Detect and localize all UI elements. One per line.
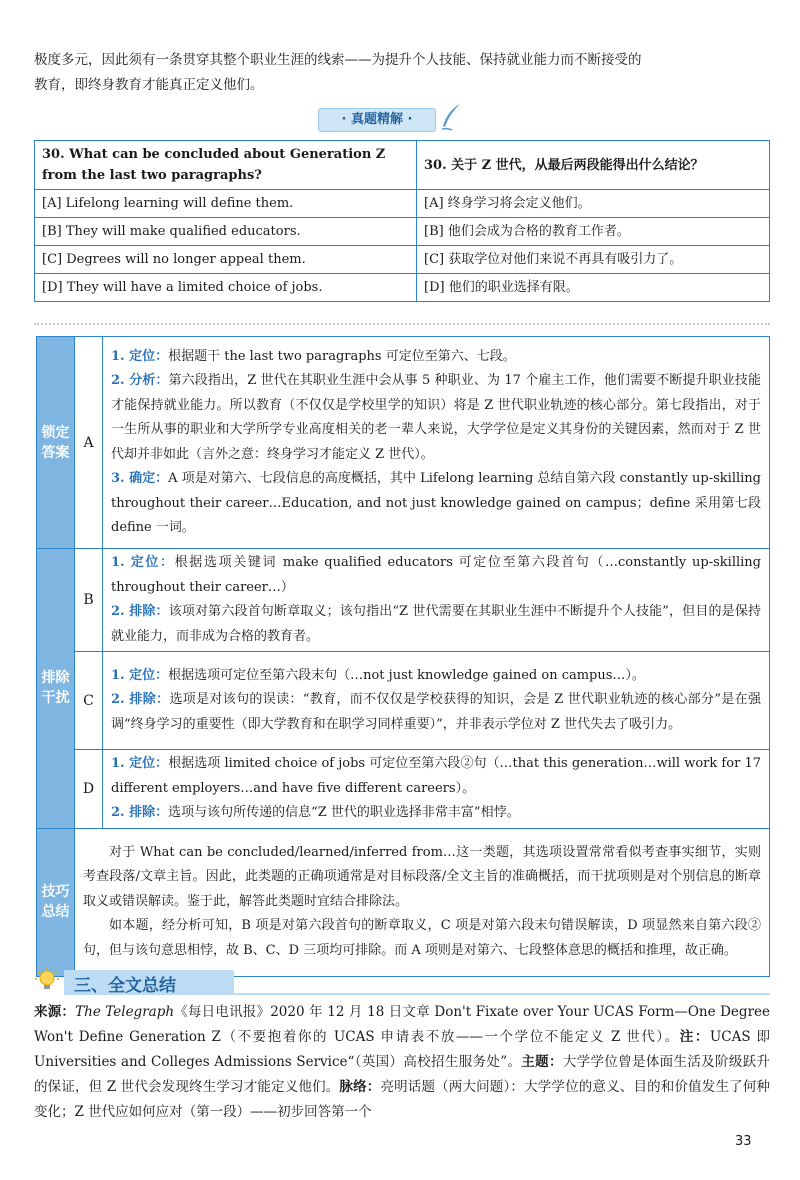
option-letter: C (75, 652, 103, 750)
question-head-row (35, 141, 770, 190)
analysis-row-a (37, 337, 770, 549)
intro-line-1: 极度多元，因此须有一条贯穿其整个职业生涯的线索——为提升个人技能、保持就业能力而不断接受的 (34, 52, 642, 68)
section-tag: · 真题精解 · (318, 108, 436, 132)
analysis-text-b: 1. 定位：根据选项关键词 make qualified educators 可定位至第六段首句（…constantly up-skilling throughout their career…） 2. 排除：该项对第六段首句断章取义；该句指出“Z 世代需要在其职业生涯中不断提升个人技能”，但目的是保持就业能力，而非成为合格的教育者。 (103, 549, 770, 652)
analysis-text-c: 1. 定位：根据选项可定位至第六段末句（…not just knowledge gained on campus…）。 2. 排除：选项是对该句的误读：“教育，而不仅仅是学校获得的知识，会是 Z 世代职业轨迹的核心部分”是在强调“终身学习的重要性（即大学教育和在职学习同样重要）”，并非表示学位对 Z 世代失去了吸引力。 (103, 652, 770, 750)
page-number: 33 (735, 1134, 752, 1149)
option-row (35, 274, 770, 302)
analysis-row-b (37, 549, 770, 652)
tips-paragraph-2: 如本题，经分析可知，B 项是对第六段首句的断章取义，C 项是对第六段末句错误解读，D 项显然来自第六段②句，但与该句意思相悖，故 B、C、D 三项均可排除。而 A 项则是对第六、七段整体意思的概括和推理，故正确。 (83, 918, 761, 958)
question-en: 30. What can be concluded about Generation Z from the last two paragraphs? (35, 141, 417, 190)
option-letter: A (75, 337, 103, 549)
lightbulb-icon (34, 966, 60, 994)
category-tips-summary: 技巧 总结 (37, 828, 75, 976)
category-exclude-distractors: 排除 干扰 (37, 549, 75, 829)
option-zh: [D] 他们的职业选择有限。 (417, 274, 770, 302)
analysis-row-d (37, 750, 770, 829)
option-zh: [A] 终身学习将会定义他们。 (417, 190, 770, 218)
question-table (34, 140, 770, 302)
summary-paragraph: 来源：The Telegraph《每日电讯报》2020 年 12 月 18 日文章 Don't Fixate over Your UCAS Form—One Degree Won't Define Generation Z（不要抱着你的 UCAS 申请表不放——一个学位不能定义 Z 世代）。注：UCAS 即 Universities and Colleges Admissions Service“（英国）高校招生服务处”。主题：大学学位曾是体面生活及阶级跃升的保证，但 Z 世代会发现终生学习才能定义他们。脉络：亮明话题（两大问题）：大学学位的意义、目的和价值发生了何种变化；Z 世代应如何应对（第一段）——初步回答第一个 (34, 1004, 771, 1120)
tips-paragraph-1: 对于 What can be concluded/learned/inferred from…这一类题，其选项设置常常看似考查事实细节，实则考查段落/文章主旨。因此，此类题的正确项通常是对目标段落/全文主旨的准确概括，而干扰项则是对个别信息的断章取义或错误解读。鉴于此，解答此类题时宜结合排除法。 (83, 844, 761, 909)
option-row (35, 218, 770, 246)
analysis-table (36, 336, 770, 977)
option-zh: [B] 他们会成为合格的教育工作者。 (417, 218, 770, 246)
option-row (35, 190, 770, 218)
analysis-text-a: 1. 定位：根据题干 the last two paragraphs 可定位至第六、七段。 2. 分析：第六段指出，Z 世代在其职业生涯中会从事 5 种职业、为 17 个雇主工作，他们需要不断提升职业技能才能保持就业能力。所以教育（不仅仅是学校里学的知识）将是 Z 世代职业轨迹的核心部分。第七段指出，对于一生所从事的职业和大学所学专业高度相关的老一辈人来说，大学学位是定义其身份的关键因素，然而对于 Z 世代却并非如此（言外之意：终身学习才能定义 Z 世代）。 3. 确定：A 项是对第六、七段信息的高度概括，其中 Lifelong learning 总结自第六段 constantly up-skilling throughout their career…Education, and not just knowledge gained on campus；define 采用第七段 define 一词。 (103, 337, 770, 549)
category-lock-answer: 锁定 答案 (37, 337, 75, 549)
option-en: [A] Lifelong learning will define them. (35, 190, 417, 218)
intro-line-2: 教育，即终身教育才能真正定义他们。 (34, 77, 264, 93)
analysis-text-d: 1. 定位：根据选项 limited choice of jobs 可定位至第六段②句（…that this generation…will work for 17 different employers…and have five different careers）。 2. 排除：选项与该句所传递的信息“Z 世代的职业选择非常丰富”相悖。 (103, 750, 770, 829)
option-en: [D] They will have a limited choice of jobs. (35, 274, 417, 302)
summary-title: 三、全文总结 (74, 976, 176, 996)
option-zh: [C] 获取学位对他们来说不再具有吸引力了。 (417, 246, 770, 274)
quill-pen-icon (438, 102, 464, 132)
option-en: [B] They will make qualified educators. (35, 218, 417, 246)
option-letter: D (75, 750, 103, 829)
tips-text (75, 828, 770, 976)
analysis-row-c (37, 652, 770, 750)
option-en: [C] Degrees will no longer appeal them. (35, 246, 417, 274)
analysis-row-tips (37, 828, 770, 976)
intro-paragraph (34, 48, 770, 98)
option-letter: B (75, 549, 103, 652)
dotted-divider (34, 323, 770, 325)
option-row (35, 246, 770, 274)
question-zh: 30. 关于 Z 世代，从最后两段能得出什么结论？ (417, 141, 770, 190)
summary-heading (34, 966, 770, 996)
